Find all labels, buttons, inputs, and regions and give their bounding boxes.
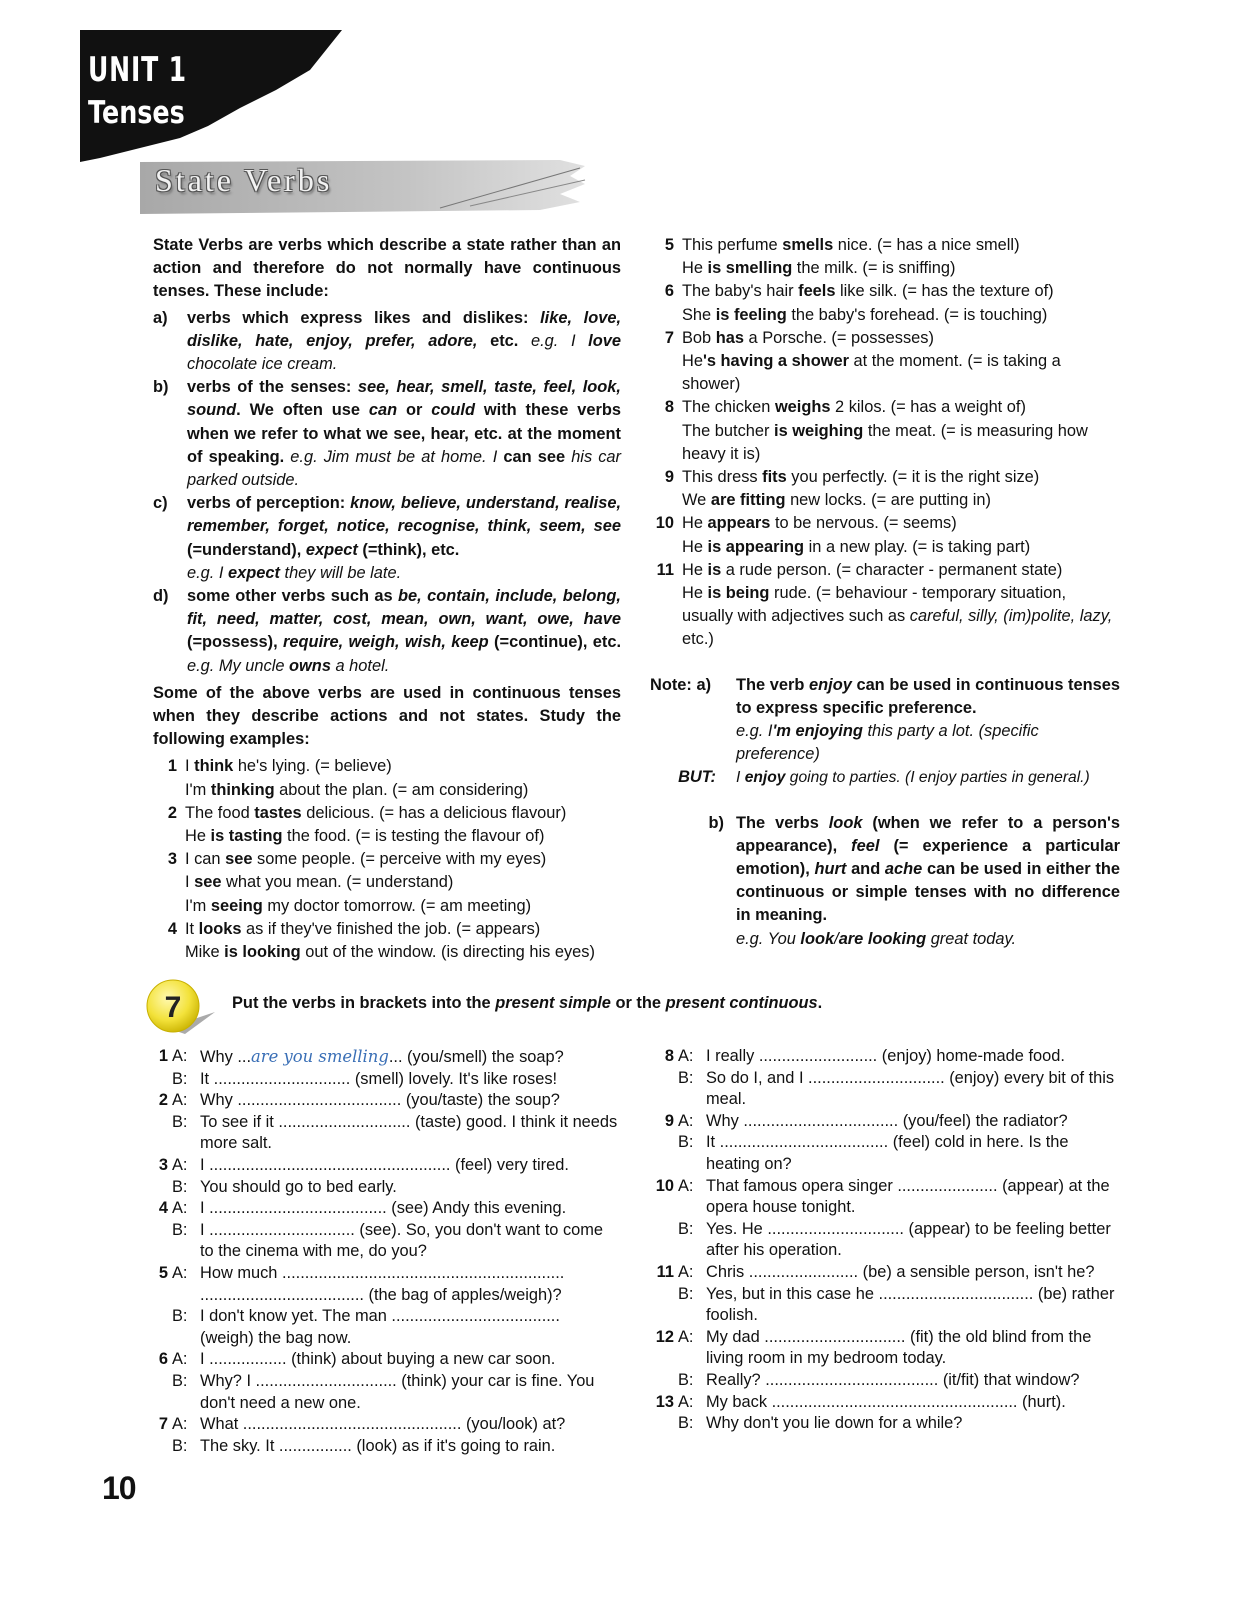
example-item [650,466,1120,512]
dialogue-text: Yes, but in this case he .................................. (be) rather foolish. [706,1284,1115,1325]
exercise-line [652,1262,1122,1284]
dialogue-text: My dad ............................... (fit) the old blind from the living room in my bedroom today. [706,1327,1092,1368]
exercise-line [146,1436,618,1458]
exercise-line [146,1155,618,1177]
speaker-label: A: [172,1415,188,1434]
example-number: 6 [664,282,674,301]
left-examples-list [153,755,621,964]
question-number [146,1220,172,1263]
note-a: The verb enjoy can be used in continuous tenses to express specific preference. [736,675,1120,717]
question-number: 5 [158,1263,168,1282]
dialogue-text: Why? I ............................... (think) your car is fine. You don't need a new one. [200,1371,595,1412]
example-line: He is smelling the milk. (= is sniffing) [682,259,956,278]
section-title: State Verbs [155,162,333,198]
example-number: 11 [656,560,674,579]
sample-answer: are you smelling [251,1047,389,1066]
question-number [146,1371,172,1414]
right-theory-column [650,234,1120,951]
study-intro: Some of the above verbs are used in continuous tenses when they describe actions and not states. Study the following examples: [153,683,621,749]
dialogue-text: What ................................................ (you/look) at? [200,1415,566,1434]
unit-title: Tenses [88,95,185,131]
dialogue-text: I don't know yet. The man ..................................... (weigh) the bag now. [200,1307,560,1347]
question-number: 8 [664,1047,674,1065]
example-line: This dress fits you perfectly. (= it is the right size) [682,468,1040,487]
speaker-label: B: [678,1370,694,1389]
dialogue-text: It ..................................... (feel) cold in here. Is the heating on? [706,1133,1069,1173]
example-line: Mike is looking out of the window. (is directing his eyes) [185,943,595,962]
right-examples-list [650,234,1120,652]
example-line: I see what you mean. (= understand) [185,873,454,892]
exercise-line [652,1068,1122,1111]
exercise-line [652,1392,1122,1414]
exercise-line [652,1111,1122,1133]
dialogue-text: You should go to bed early. [200,1177,397,1196]
example-line: I can see some people. (= perceive with my eyes) [185,850,547,869]
example-item [650,559,1120,652]
example-line: The butcher is weighing the meat. (= is measuring how heavy it is) [682,421,1088,463]
exercise-line [146,1306,618,1349]
note-but: BUT: I enjoy going to parties. (I enjoy parties in general.) [678,768,1090,787]
exercise-line [146,1414,618,1436]
exercise-right-column [652,1046,1122,1435]
dialogue-text: I ................................ (see). So, you don't want to come to the cinema with me, do you? [200,1220,604,1261]
exercise-line [146,1220,618,1263]
exercise-line [146,1177,618,1199]
speaker-label: B: [172,1220,188,1239]
speaker-label: B: [172,1436,188,1455]
exercise-line [146,1198,618,1220]
example-number: 2 [167,803,177,822]
example-item [650,327,1120,397]
example-line: He is a rude person. (= character - permanent state) [682,560,1063,579]
speaker-label: A: [678,1392,694,1411]
dialogue-text: Why ...are you smelling... (you/smell) the soap? [200,1047,564,1066]
speaker-label: B: [678,1284,694,1303]
question-number [652,1370,678,1392]
exercise-left-column [146,1046,618,1457]
speaker-label: A: [172,1047,188,1065]
dialogue-text: How much .............................................................. .................................... (the bag of apples/weigh)? [200,1263,565,1304]
example-number: 4 [167,919,177,938]
exercise-line [652,1219,1122,1262]
speaker-label: B: [172,1112,188,1131]
page-number: 10 [102,1470,136,1506]
dialogue-text: I ................. (think) about buying a new car soon. [200,1350,556,1369]
speaker-label: B: [172,1371,188,1390]
example-line: He is being rude. (= behaviour - temporary situation, usually with adjectives such as careful, silly, (im)polite, lazy, etc.) [682,584,1113,649]
speaker-label: A: [172,1350,188,1369]
dialogue-text: Why .................................... (you/taste) the soup? [200,1091,560,1110]
speaker-label: A: [172,1263,188,1282]
example-item [153,755,621,801]
example-number: 9 [664,468,674,487]
exercise-line [652,1327,1122,1370]
dialogue-text: I really .......................... (enjoy) home-made food. [706,1047,1065,1065]
category-c: c) verbs of perception: know, believe, understand, realise, remember, forget, notice, recognise, think, seem, see (=understand), expect (=think), etc. e.g. I expect they will be late. [153,494,622,582]
speaker-label: B: [172,1177,188,1196]
exercise-line [146,1371,618,1414]
example-number: 8 [664,398,674,417]
note-a-example: e.g. I'm enjoying this party a lot. (specific preference) [736,722,1039,764]
example-item [650,280,1120,326]
example-line: The chicken weighs 2 kilos. (= has a weight of) [682,398,1026,417]
left-theory-column [153,234,621,964]
category-d: d) some other verbs such as be, contain, include, belong, fit, need, matter, cost, mean, own, want, owe, have (=possess), require, weigh, wish, keep (=continue), etc. e.g. My uncle owns a hotel. [153,587,622,675]
speaker-label: A: [172,1155,188,1174]
note-b: b) The verbs look (when we refer to a person's appearance), feel (= experience a particular emotion), hurt and ache can be used in either the continuous or simple tenses with no difference in meaning. e.g. You look/are looking great today. [708,813,1120,948]
intro-paragraph: State Verbs are verbs which describe a state rather than an action and therefore do not normally have continuous tenses. These include: [153,236,621,301]
exercise-line [146,1069,618,1091]
example-number: 1 [167,757,177,776]
example-line: He is tasting the food. (= is testing the flavour of) [185,827,545,846]
question-number [146,1069,172,1091]
speaker-label: B: [678,1068,694,1087]
exercise-line [652,1132,1122,1175]
example-line: I think he's lying. (= believe) [185,757,392,776]
question-number [146,1436,172,1458]
speaker-label: A: [678,1176,694,1195]
speaker-label: A: [678,1111,694,1130]
exercise-line [146,1349,618,1371]
exercise-line [146,1112,618,1155]
question-number [652,1284,678,1327]
example-line: Bob has a Porsche. (= possesses) [682,328,934,347]
question-number [652,1219,678,1262]
question-number: 7 [158,1415,168,1434]
exercise-number-badge [145,978,217,1036]
example-line: He appears to be nervous. (= seems) [682,514,957,533]
question-number [652,1068,678,1111]
question-number: 10 [655,1176,674,1195]
exercise-instruction: Put the verbs in brackets into the present simple or the present continuous. [232,994,823,1012]
example-line: He is appearing in a new play. (= is taking part) [682,537,1031,556]
example-line: She is feeling the baby's forehead. (= is touching) [682,305,1048,324]
example-line: I'm thinking about the plan. (= am considering) [185,780,529,799]
dialogue-text: I ..................................................... (feel) very tired. [200,1155,569,1174]
example-line: I'm seeing my doctor tomorrow. (= am meeting) [185,896,532,915]
dialogue-text: I ....................................... (see) Andy this evening. [200,1199,567,1218]
dialogue-text: Yes. He .............................. (appear) to be feeling better after his operation. [706,1219,1111,1260]
example-item [153,802,621,848]
dialogue-text: Chris ........................ (be) a sensible person, isn't he? [706,1262,1095,1281]
question-number: 3 [158,1155,168,1174]
question-number [146,1112,172,1155]
question-number: 11 [656,1262,674,1281]
example-line: We are fitting new locks. (= are putting in) [682,491,991,510]
exercise-line [652,1370,1122,1392]
dialogue-text: Really? ...................................... (it/fit) that window? [706,1370,1080,1389]
speaker-label: B: [172,1069,188,1088]
dialogue-text: The sky. It ................ (look) as if it's going to rain. [200,1436,556,1455]
example-line: It looks as if they've finished the job. (= appears) [185,919,541,938]
question-number: 1 [158,1047,168,1065]
category-b: b) verbs of the senses: see, hear, smell, taste, feel, look, sound. We often use can or could with these verbs when we refer to what we see, hear, etc. at the moment of speaking. e.g. Jim must be at home. I can see his car parked outside. [153,378,622,490]
speaker-label: A: [678,1047,694,1065]
example-number: 7 [664,328,674,347]
note-block: Note: a) The verb enjoy can be used in continuous tenses to express specific preference. e.g. I'm enjoying this party a lot. (specific preference) BUT: I enjoy going to parties. (I enjoy parties in general.) b) The verbs look (when we refer to a person's appearance), feel (= experience a particular emotion), hurt and ache can be used in either the continuous or simple tenses with no difference in meaning. e.g. You look/are looking great today. [650,674,1120,951]
speaker-label: A: [678,1262,694,1281]
example-number: 5 [664,236,674,254]
example-item [650,512,1120,558]
dialogue-text: My back ...................................................... (hurt). [706,1392,1066,1411]
exercise-line [652,1046,1122,1068]
exercise-line [652,1176,1122,1219]
unit-number: UNIT 1 [88,50,187,90]
example-line: The baby's hair feels like silk. (= has the texture of) [682,282,1054,301]
question-number: 4 [158,1199,168,1218]
speaker-label: B: [172,1307,188,1326]
example-item [650,234,1120,280]
example-line: The food tastes delicious. (= has a delicious flavour) [185,803,567,822]
question-number: 12 [655,1327,674,1346]
exercise-line [146,1090,618,1112]
question-number: 9 [664,1111,674,1130]
exercise-line [652,1284,1122,1327]
speaker-label: A: [678,1327,694,1346]
example-line: He's having a shower at the moment. (= is taking a shower) [682,352,1061,394]
example-item [153,848,621,918]
example-line: This perfume smells nice. (= has a nice smell) [682,236,1020,254]
speaker-label: B: [678,1219,694,1238]
exercise-line [652,1413,1122,1435]
example-number: 3 [167,850,177,869]
exercise-line [146,1263,618,1306]
question-number [146,1306,172,1349]
exercise-line [146,1046,618,1069]
speaker-label: A: [172,1091,188,1110]
exercise-number: 7 [164,991,182,1024]
dialogue-text: It .............................. (smell) lovely. It's like roses! [200,1069,558,1088]
example-number: 10 [655,514,674,533]
question-number [652,1132,678,1175]
dialogue-text: Why don't you lie down for a while? [706,1414,963,1433]
speaker-label: B: [678,1133,694,1152]
speaker-label: B: [678,1414,694,1433]
category-a: a) verbs which express likes and dislikes: like, love, dislike, hate, enjoy, prefer, adore, etc. e.g. I love chocolate ice cream. [153,308,621,374]
question-number: 13 [655,1392,674,1411]
example-item [650,396,1120,466]
dialogue-text: To see if it ............................. (taste) good. I think it needs more salt. [200,1112,618,1153]
speaker-label: A: [172,1199,188,1218]
question-number [652,1413,678,1435]
question-number: 6 [158,1350,168,1369]
question-number: 2 [158,1091,168,1110]
dialogue-text: So do I, and I .............................. (enjoy) every bit of this meal. [706,1068,1115,1109]
example-item [153,918,621,964]
dialogue-text: That famous opera singer ...................... (appear) at the opera house tonight. [706,1176,1110,1217]
question-number [146,1177,172,1199]
dialogue-text: Why .................................. (you/feel) the radiator? [706,1111,1068,1130]
